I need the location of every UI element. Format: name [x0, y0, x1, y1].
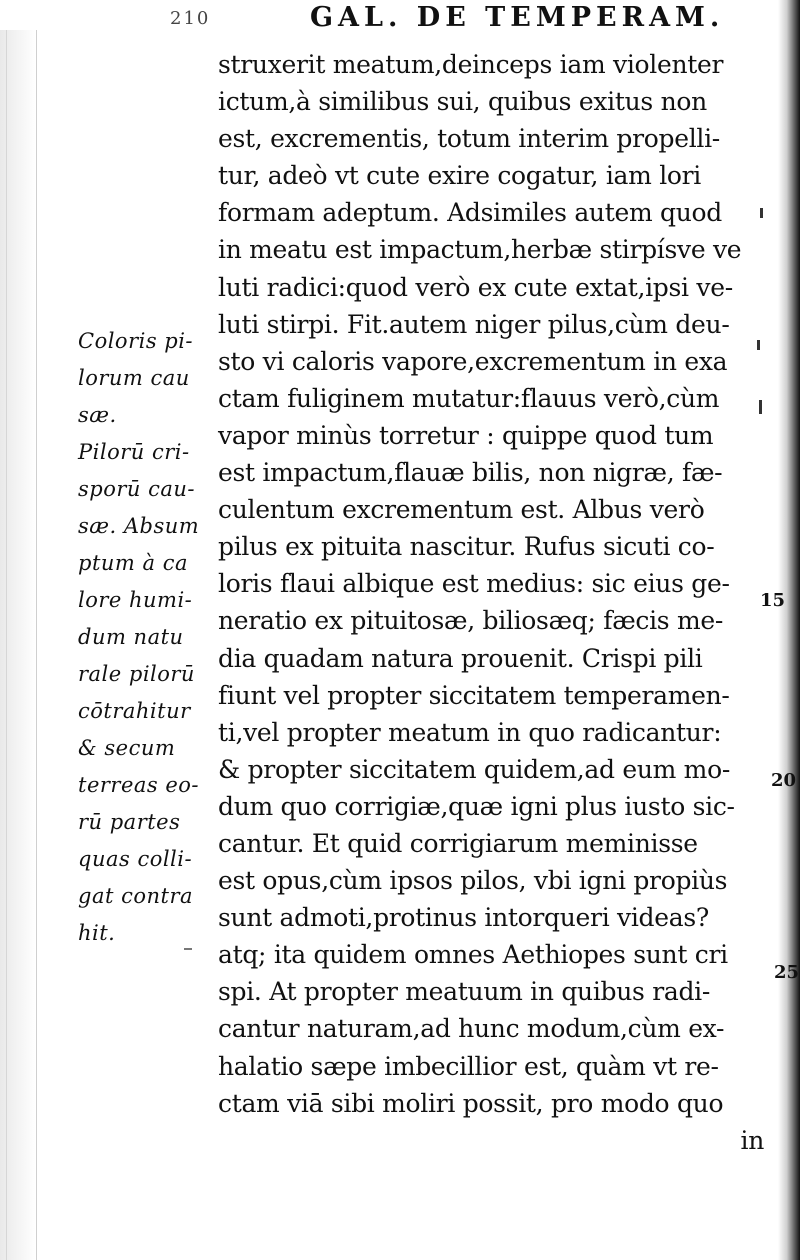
margin-note-line: Coloris pi-: [78, 329, 194, 353]
margin-note-line: hit.: [78, 921, 116, 945]
text-line: tur, adeò vt cute exire cogatur, iam lori: [218, 161, 701, 191]
margin-notes: [78, 323, 213, 952]
line-number-15: 15: [760, 590, 786, 611]
margin-note-line: & secum: [78, 736, 176, 760]
text-line: fiunt vel propter siccitatem temperamen-: [218, 680, 730, 710]
running-head: GAL. DE TEMPERAM.: [310, 2, 725, 33]
ink-speck: [760, 208, 763, 218]
body-text: [218, 46, 770, 1159]
ink-speck: [759, 400, 762, 414]
text-line: sto vi caloris vapore,excrementum in exa: [218, 346, 728, 376]
margin-dash: [184, 948, 192, 950]
text-line: halatio sæpe imbecillior est, quàm vt re-: [218, 1051, 719, 1081]
text-line: in meatu est impactum,herbæ stirpísve ve: [218, 235, 742, 265]
text-line: ti,vel propter meatum in quo radicantur:: [218, 717, 722, 747]
text-line: culentum excrementum est. Albus verò: [218, 495, 705, 525]
text-line: luti radici:quod verò ex cute extat,ipsi ve-: [218, 272, 733, 302]
text-line: dum quo corrigiæ,quæ igni plus iusto sic-: [218, 791, 735, 821]
text-line: cantur. Et quid corrigiarum meminisse: [218, 828, 698, 858]
margin-note-line: sporū cau-: [78, 477, 196, 501]
text-line: ctam viā sibi moliri possit, pro modo quo: [218, 1088, 724, 1118]
text-line: loris flaui albique est medius: sic eius ge-: [218, 569, 730, 599]
margin-note-line: lore humi-: [78, 588, 193, 612]
margin-note-line: quas colli-: [78, 847, 193, 871]
text-line: atq; ita quidem omnes Aethiopes sunt cri: [218, 940, 728, 970]
text-line: est opus,cùm ipsos pilos, vbi igni propiùs: [218, 866, 728, 896]
text-line: dia quadam natura prouenit. Crispi pili: [218, 643, 703, 673]
margin-note-line: rū partes: [78, 810, 181, 834]
text-line: est impactum,flauæ bilis, non nigræ, fæ-: [218, 458, 723, 488]
text-line: cantur naturam,ad hunc modum,cùm ex-: [218, 1014, 725, 1044]
ink-speck: [757, 340, 760, 350]
line-number-20: 20: [771, 770, 797, 791]
text-line: est, excrementis, totum interim propelli-: [218, 124, 720, 154]
text-line: ictum,à similibus sui, quibus exitus non: [218, 87, 707, 117]
margin-note-line: dum natu: [78, 625, 184, 649]
line-number-25: 25: [774, 962, 800, 983]
text-line: formam adeptum. Adsimiles autem quod: [218, 198, 722, 228]
text-line: & propter siccitatem quidem,ad eum mo-: [218, 754, 730, 784]
margin-note-line: gat contra: [78, 884, 194, 908]
margin-note-line: sæ. Absum: [78, 514, 200, 538]
margin-note-line: ptum à ca: [78, 551, 188, 575]
margin-note-line: sæ.: [78, 403, 117, 427]
text-line: pilus ex pituita nascitur. Rufus sicuti co-: [218, 532, 715, 562]
text-line: sunt admoti,protinus intorqueri videas?: [218, 903, 709, 933]
text-line: vapor minùs torretur : quippe quod tum: [218, 420, 714, 450]
margin-note-line: terreas eo-: [78, 773, 200, 797]
margin-note-line: lorum cau: [78, 366, 190, 390]
text-line: neratio ex pituitosæ, biliosæq; fæcis me-: [218, 606, 724, 636]
page-number: 210: [170, 8, 211, 29]
margin-note-line: rale pilorū: [78, 662, 195, 686]
margin-note-line: Pilorū cri-: [78, 440, 190, 464]
page-header: [170, 2, 770, 38]
page-edge-left: [0, 30, 37, 1260]
text-line: luti stirpi. Fit.autem niger pilus,cùm deu-: [218, 309, 730, 339]
page-edge-right: [778, 0, 800, 1260]
text-line: spi. At propter meatuum in quibus radi-: [218, 977, 711, 1007]
text-line: in: [740, 1125, 764, 1155]
margin-note-line: cōtrahitur: [78, 699, 191, 723]
text-line: ctam fuliginem mutatur:flauus verò,cùm: [218, 383, 720, 413]
text-line: struxerit meatum,deinceps iam violenter: [218, 50, 724, 79]
